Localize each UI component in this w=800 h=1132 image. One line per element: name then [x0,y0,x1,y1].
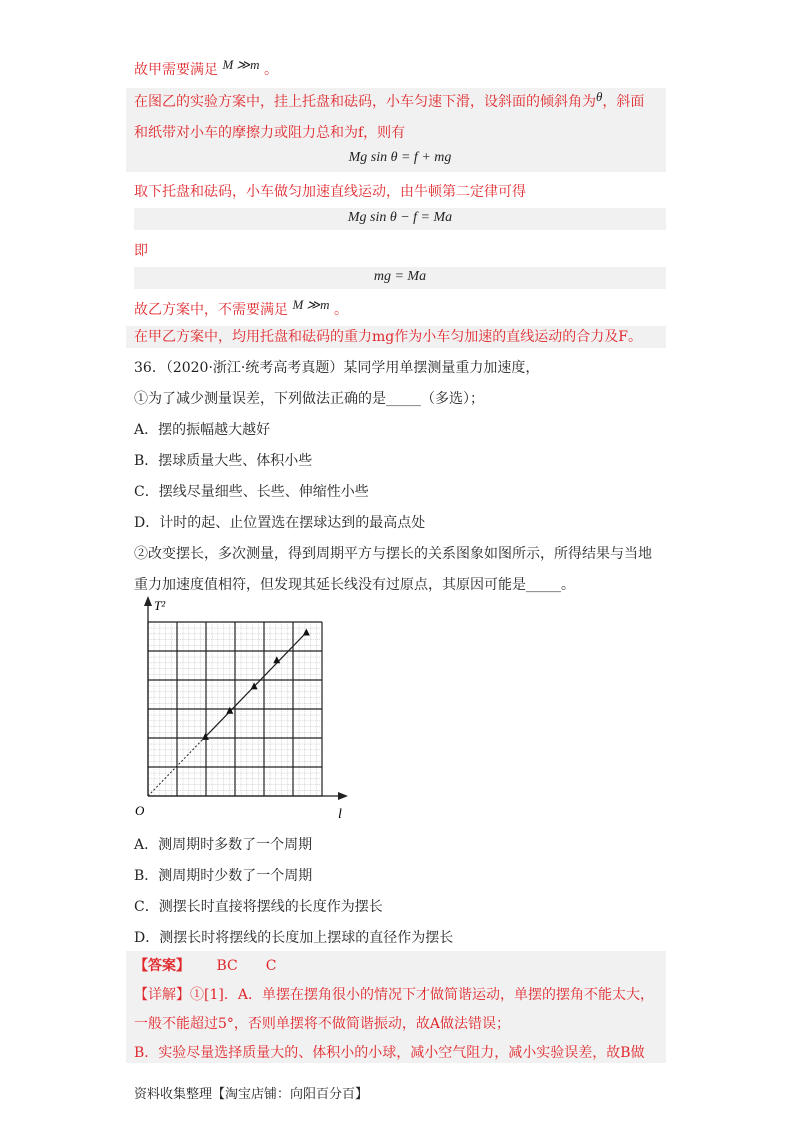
math-m-gg-m: M ≫m [292,297,330,312]
origin-label: O [135,803,145,818]
x-axis-arrow [338,792,348,800]
answer-values: BC C [216,958,277,974]
detail-line-3: B．实验尽量选择质量大的、体积小的小球，减小空气阻力，减小实验误差，故B做 [134,1045,645,1061]
answer-line [134,955,276,977]
option-d: D．计时的起、止位置选在摆球达到的最高点处 [134,515,426,531]
equation-2 [134,208,666,230]
text-segment: 。 [333,302,348,318]
detail-line-2: 一般不能超过5°，否则单摆将不做简谐振动，故A做法错误； [134,1016,511,1032]
question-part-2-line-2: 重力加速度值相符，但发现其延长线没有过原点，其原因可能是_____。 [134,577,575,593]
math-m-gg-m: M ≫m [222,57,260,72]
equation-text: Mg sin θ = f + mg [348,150,452,165]
text-segment: 故乙方案中，不需要满足 [134,302,288,318]
equation-3 [134,267,666,289]
text-line-3: 和纸带对小车的摩擦力或阻力总和为f，则有 [134,125,406,141]
text-line-1 [134,59,278,81]
math-theta: θ [596,89,603,104]
option-c: C．摆线尽量细些、长些、伸缩性小些 [134,484,369,500]
text-segment: 。 [263,62,278,78]
text-line-4: 取下托盘和砝码，小车做匀加速直线运动，由牛顿第二定律可得 [134,184,526,200]
choice-d: D．测摆长时将摆线的长度加上摆球的直径作为摆长 [134,930,454,946]
question-part-1: ①为了减少测量误差，下列做法正确的是_____（多选）； [134,391,484,407]
choice-a: A．测周期时多数了一个周期 [134,837,313,853]
detail-line-1: 【详解】①[1]．A．单摆在摆角很小的情况下才做简谐运动，单摆的摆角不能太大， [134,987,654,1003]
text-line-6 [134,299,348,321]
choice-c: C．测摆长时直接将摆线的长度作为摆长 [134,899,383,915]
option-a: A．摆的振幅越大越好 [134,422,271,438]
equation-text: mg = Ma [373,269,427,284]
text-segment: ，斜面 [602,94,645,110]
option-b: B．摆球质量大些、体积小些 [134,453,313,469]
question-part-2-line-1: ②改变摆长，多次测量，得到周期平方与摆长的关系图象如图所示，所得结果与当地 [134,546,652,562]
question-36: 36．（2020·浙江·统考高考真题）某同学用单摆测量重力加速度， [134,360,540,376]
text-line-2 [134,91,644,113]
footer-text: 资料收集整理【淘宝店铺：向阳百分百】 [134,1087,369,1102]
answer-label: 【答案】 [134,958,190,974]
choice-b: B．测周期时少数了一个周期 [134,868,313,884]
equation-text: Mg sin θ − f = Ma [347,210,453,225]
text-line-5: 即 [134,243,148,259]
equation-1 [134,148,666,170]
y-axis-arrow [144,596,152,606]
text-line-7: 在甲乙方案中，均用托盘和砝码的重力mg作为小车匀加速的直线运动的合力及F。 [134,329,642,345]
text-segment: 在图乙的实验方案中，挂上托盘和砝码，小车匀速下滑，设斜面的倾斜角为 [134,94,596,110]
t-squared-vs-length-chart [130,592,360,827]
y-axis-label: T² [154,598,166,613]
x-axis-label: l [338,807,342,822]
text-segment: 故甲需要满足 [134,62,218,78]
